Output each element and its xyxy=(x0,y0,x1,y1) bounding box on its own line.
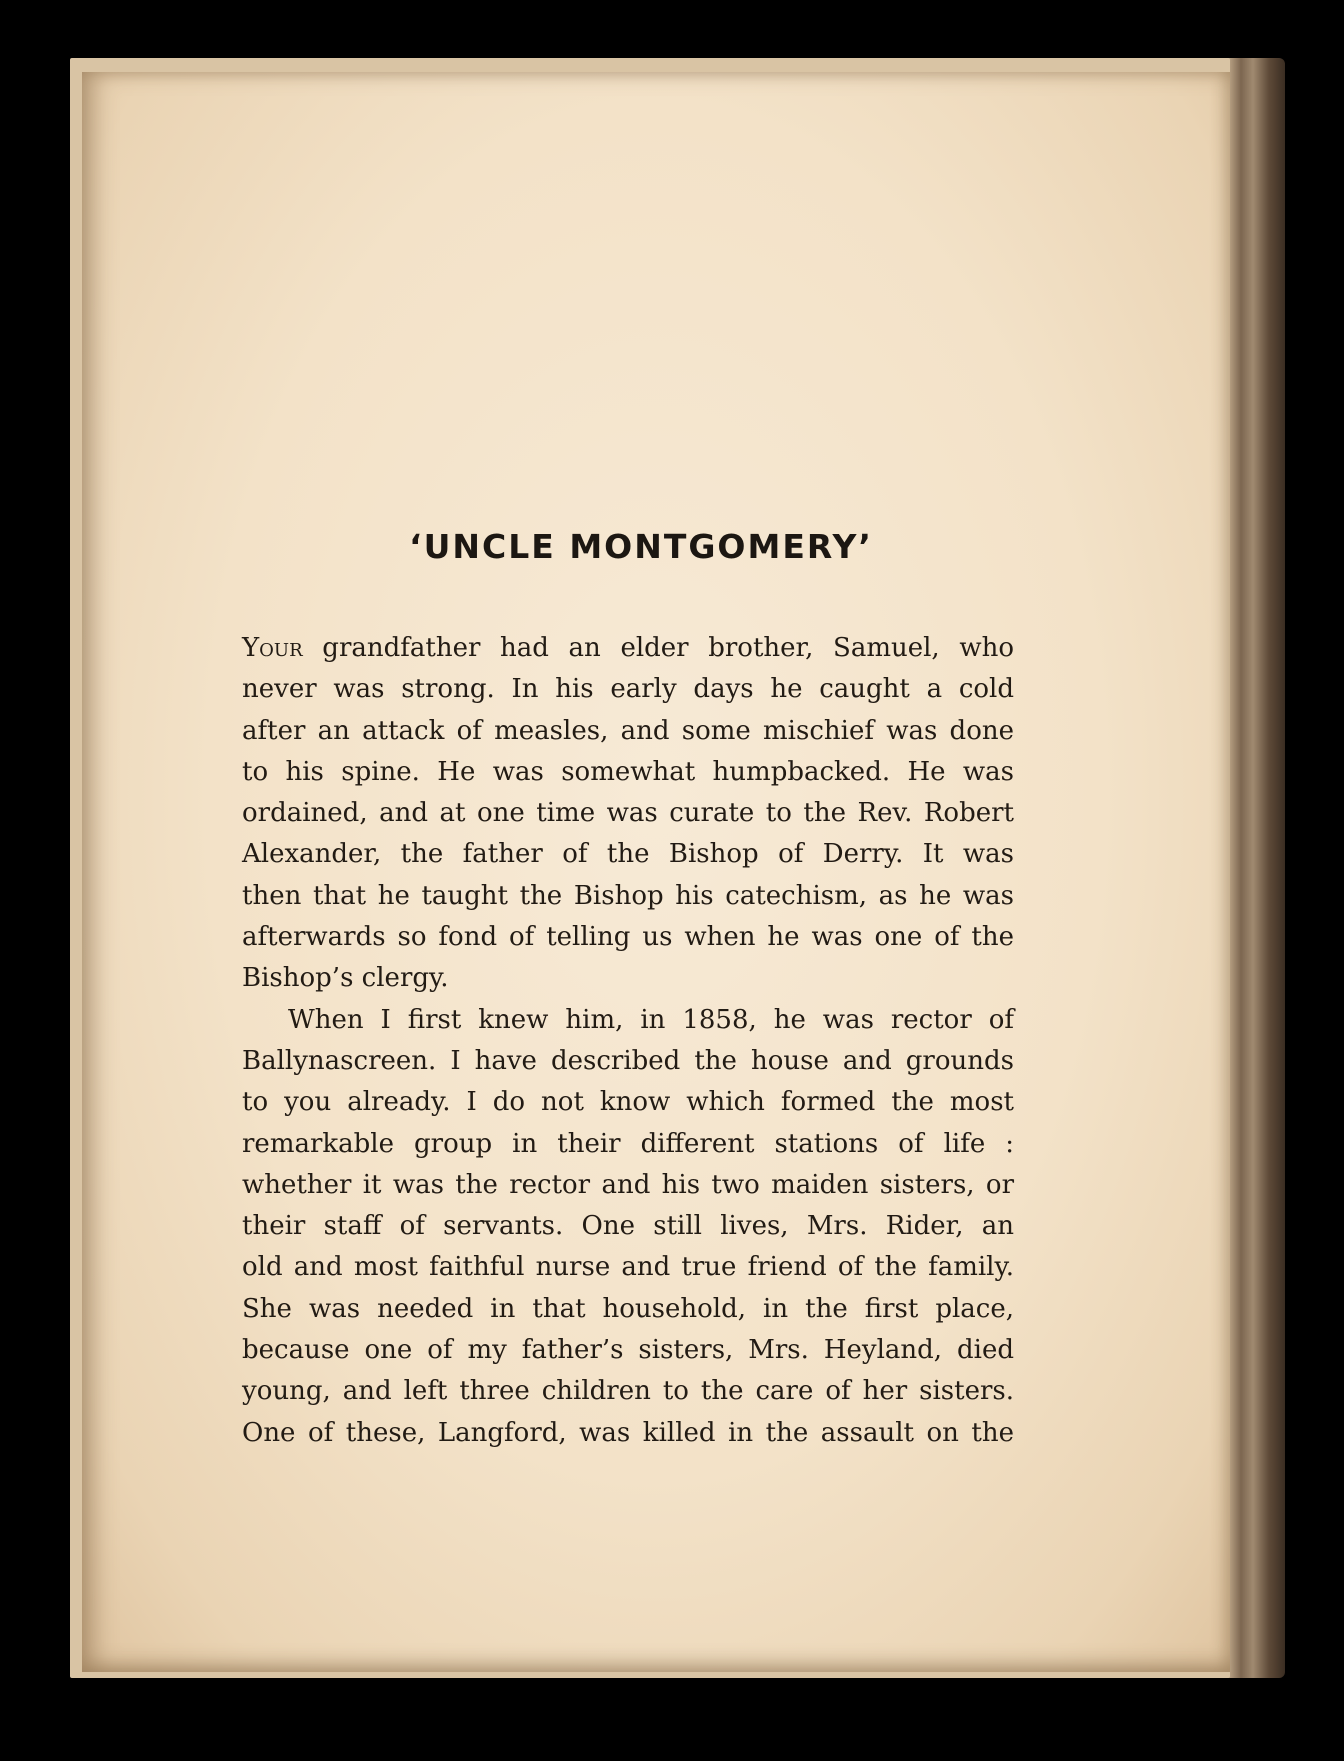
text-line: whether it was the rector and his two maiden sisters, or xyxy=(242,1169,1014,1200)
text-line: to his spine. He was somewhat humpbacked. He was xyxy=(242,756,1014,787)
text-line: young, and left three children to the care of her sisters. xyxy=(242,1376,1014,1407)
text-line: never was strong. In his early days he caught a cold xyxy=(242,674,1014,705)
body-text xyxy=(242,628,1014,1454)
text-line: remarkable group in their different stations of life : xyxy=(242,1128,1014,1159)
text-line: after an attack of measles, and some mischief was done xyxy=(242,715,1014,746)
text-line: Your grandfather had an elder brother, Samuel, who xyxy=(242,633,1014,663)
book-page xyxy=(82,72,1230,1672)
text-line: She was needed in that household, in the first place, xyxy=(242,1293,1014,1324)
text-line: their staff of servants. One still lives, Mrs. Rider, an xyxy=(242,1211,1014,1242)
text-line: to you already. I do not know which formed the most xyxy=(242,1087,1014,1118)
text-line: old and most faithful nurse and true friend of the family. xyxy=(242,1252,1014,1283)
text-line: afterwards so fond of telling us when he was one of the xyxy=(242,922,1014,953)
text-line: because one of my father’s sisters, Mrs. Heyland, died xyxy=(242,1335,1014,1366)
text-line: Alexander, the father of the Bishop of Derry. It was xyxy=(242,839,1014,870)
text-line: then that he taught the Bishop his catechism, as he was xyxy=(242,880,1014,911)
text-line: One of these, Langford, was killed in the assault on the xyxy=(242,1417,1014,1448)
text-line: Bishop’s clergy. xyxy=(242,963,449,994)
text-line: When I first knew him, in 1858, he was rector of xyxy=(288,1004,1014,1035)
chapter-heading: ‘UNCLE MONTGOMERY’ xyxy=(409,527,873,566)
text-line: Ballynascreen. I have described the house and grounds xyxy=(242,1045,1014,1076)
lead-word: Your xyxy=(242,633,303,663)
text-line: ordained, and at one time was curate to the Rev. Robert xyxy=(242,798,1014,829)
